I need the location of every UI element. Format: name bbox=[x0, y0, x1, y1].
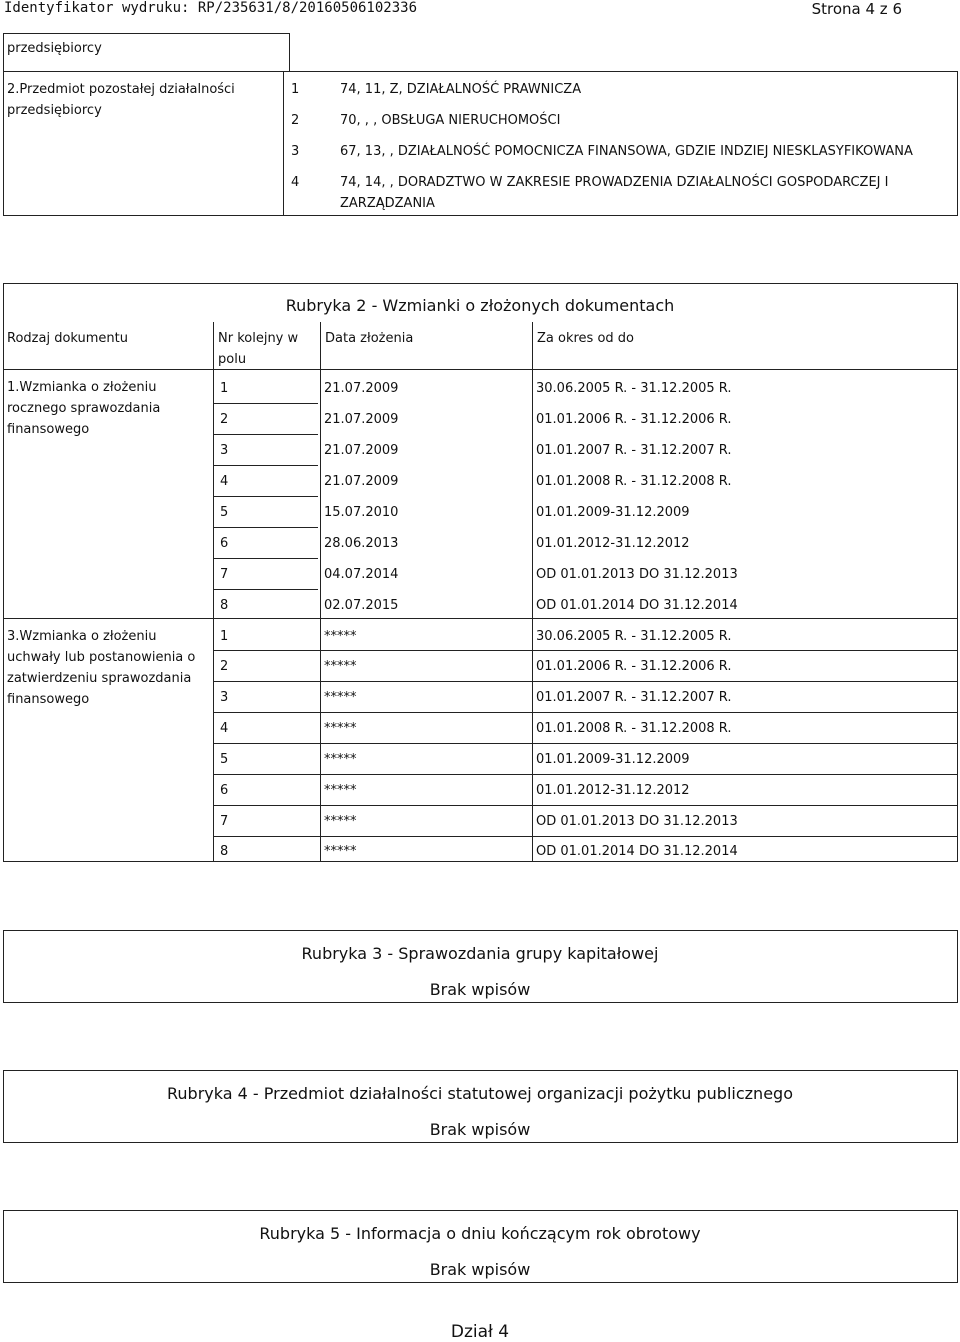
row-date: ***** bbox=[324, 752, 357, 767]
row-period: 01.01.2009-31.12.2009 bbox=[536, 505, 690, 520]
continuation-label: przedsiębiorcy bbox=[7, 41, 102, 56]
row-period: 30.06.2005 R. - 31.12.2005 R. bbox=[536, 381, 732, 396]
activity-text: 74, 11, Z, DZIAŁALNOŚĆ PRAWNICZA bbox=[340, 82, 582, 97]
rubryka4-value: Brak wpisów bbox=[429, 1120, 531, 1139]
rubryka2-title: Rubryka 2 - Wzmianki o złożonych dokumentach bbox=[285, 296, 675, 315]
row-date: 21.07.2009 bbox=[324, 443, 399, 458]
row-period: 01.01.2007 R. - 31.12.2007 R. bbox=[536, 443, 732, 458]
row-nr: 3 bbox=[220, 690, 229, 705]
rubryka3-value: Brak wpisów bbox=[429, 980, 531, 999]
col-divider bbox=[532, 322, 533, 862]
activity-no: 4 bbox=[291, 175, 300, 190]
row-period: 01.01.2008 R. - 31.12.2008 R. bbox=[536, 721, 732, 736]
print-identifier: Identyfikator wydruku: RP/235631/8/20160506102336 bbox=[4, 0, 418, 16]
row-date: ***** bbox=[324, 690, 357, 705]
rubryka3-title: Rubryka 3 - Sprawozdania grupy kapitałowej bbox=[301, 944, 659, 963]
activity-no: 1 bbox=[291, 82, 300, 97]
group-divider bbox=[3, 618, 958, 619]
group2-label: 3.Wzmianka o złożeniu uchwały lub postanowienia o zatwierdzeniu sprawozdania finansowego bbox=[7, 629, 196, 707]
row-nr: 4 bbox=[220, 474, 229, 489]
row-date: ***** bbox=[324, 814, 357, 829]
column-header: Za okres od do bbox=[537, 331, 634, 346]
activity-no: 3 bbox=[291, 144, 300, 159]
row-date: 21.07.2009 bbox=[324, 381, 399, 396]
row-nr: 5 bbox=[220, 505, 229, 520]
row-date: ***** bbox=[324, 844, 357, 859]
row-nr: 6 bbox=[220, 536, 229, 551]
row-period: 01.01.2009-31.12.2009 bbox=[536, 752, 690, 767]
row-nr: 8 bbox=[220, 844, 229, 859]
activities-divider bbox=[283, 71, 284, 216]
row-nr: 1 bbox=[220, 629, 229, 644]
row-period: 01.01.2012-31.12.2012 bbox=[536, 783, 690, 798]
rubryka5-value: Brak wpisów bbox=[429, 1260, 531, 1279]
row-period: OD 01.01.2014 DO 31.12.2014 bbox=[536, 598, 738, 613]
row-date: 15.07.2010 bbox=[324, 505, 399, 520]
rubryka5-title: Rubryka 5 - Informacja o dniu kończącym rok obrotowy bbox=[259, 1224, 701, 1243]
row-period: 01.01.2012-31.12.2012 bbox=[536, 536, 690, 551]
activity-no: 2 bbox=[291, 113, 300, 128]
row-date: 02.07.2015 bbox=[324, 598, 399, 613]
row-period: 30.06.2005 R. - 31.12.2005 R. bbox=[536, 629, 732, 644]
page-number: Strona 4 z 6 bbox=[811, 0, 902, 18]
row-nr: 5 bbox=[220, 752, 229, 767]
activity-text: 67, 13, , DZIAŁALNOŚĆ POMOCNICZA FINANSOWA, GDZIE INDZIEJ NIESKLASYFIKOWANA bbox=[340, 144, 913, 159]
row-nr: 7 bbox=[220, 814, 229, 829]
row-date: ***** bbox=[324, 783, 357, 798]
row-period: OD 01.01.2013 DO 31.12.2013 bbox=[536, 814, 738, 829]
activity-text: 74, 14, , DORADZTWO W ZAKRESIE PROWADZENIA DZIAŁALNOŚCI GOSPODARCZEJ I ZARZĄDZANIA bbox=[340, 175, 889, 211]
column-header: Rodzaj dokumentu bbox=[7, 331, 128, 346]
row-period: 01.01.2008 R. - 31.12.2008 R. bbox=[536, 474, 732, 489]
col-divider bbox=[320, 322, 321, 862]
row-nr: 1 bbox=[220, 381, 229, 396]
row-date: ***** bbox=[324, 629, 357, 644]
row-date: 21.07.2009 bbox=[324, 474, 399, 489]
row-period: OD 01.01.2014 DO 31.12.2014 bbox=[536, 844, 738, 859]
row-date: 04.07.2014 bbox=[324, 567, 399, 582]
row-nr: 6 bbox=[220, 783, 229, 798]
column-header: Data złożenia bbox=[325, 331, 414, 346]
row-nr: 2 bbox=[220, 659, 229, 674]
row-nr: 4 bbox=[220, 721, 229, 736]
header-divider bbox=[3, 369, 958, 370]
row-nr: 8 bbox=[220, 598, 229, 613]
rubryka4-title: Rubryka 4 - Przedmiot działalności statutowej organizacji pożytku publicznego bbox=[167, 1084, 793, 1103]
group1-label: 1.Wzmianka o złożeniu rocznego sprawozdania finansowego bbox=[7, 380, 161, 437]
row-period: 01.01.2007 R. - 31.12.2007 R. bbox=[536, 690, 732, 705]
section-heading: Dział 4 bbox=[450, 1322, 510, 1342]
row-nr: 2 bbox=[220, 412, 229, 427]
row-date: ***** bbox=[324, 721, 357, 736]
row-period: OD 01.01.2013 DO 31.12.2013 bbox=[536, 567, 738, 582]
row-date: 28.06.2013 bbox=[324, 536, 399, 551]
row-nr: 7 bbox=[220, 567, 229, 582]
row-date: ***** bbox=[324, 659, 357, 674]
row-nr: 3 bbox=[220, 443, 229, 458]
activities-label: 2.Przedmiot pozostałej działalności przedsiębiorcy bbox=[7, 82, 235, 118]
row-date: 21.07.2009 bbox=[324, 412, 399, 427]
row-period: 01.01.2006 R. - 31.12.2006 R. bbox=[536, 659, 732, 674]
activity-text: 70, , , OBSŁUGA NIERUCHOMOŚCI bbox=[340, 113, 561, 128]
column-header: Nr kolejny w polu bbox=[218, 331, 299, 367]
row-period: 01.01.2006 R. - 31.12.2006 R. bbox=[536, 412, 732, 427]
